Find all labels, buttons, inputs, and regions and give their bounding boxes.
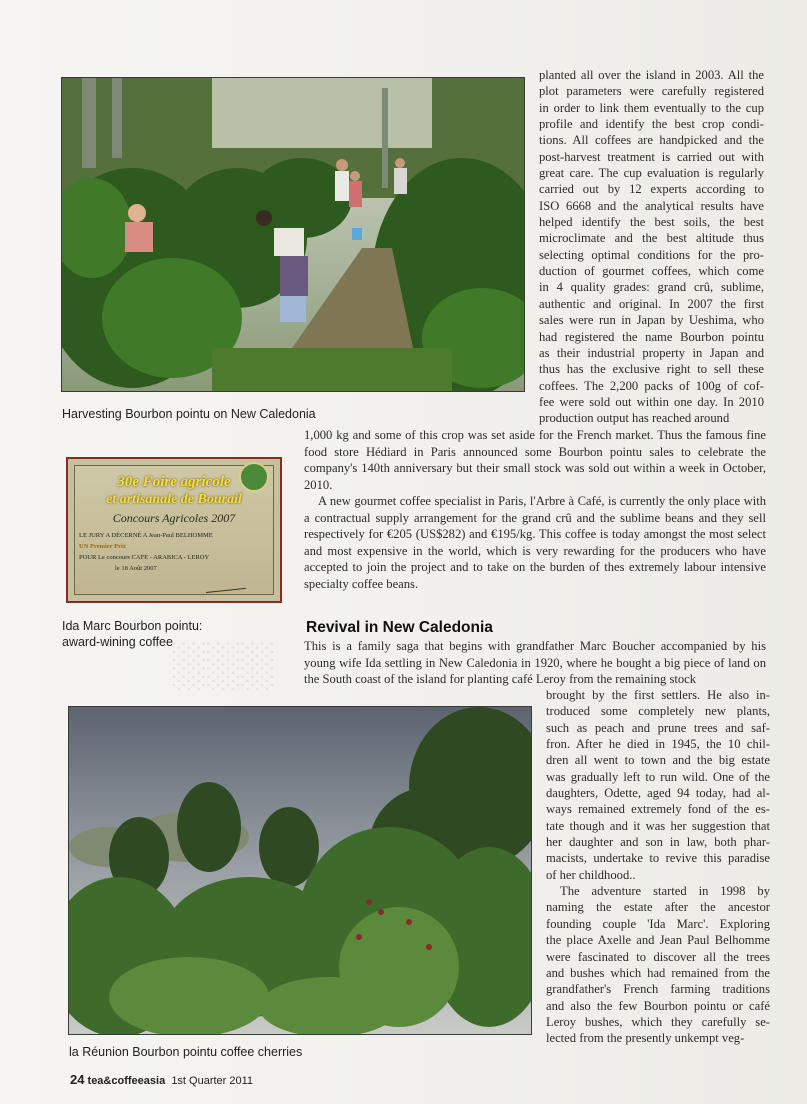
right-column-bottom-p1-line: daughters, Odette, aged 94 today, had al- [546, 786, 770, 801]
right-column-top-line: authentic and original. In 2007 the first [539, 296, 764, 311]
right-column-top-line: post-harvest treatment is carried out with [539, 149, 764, 164]
mid-column [304, 427, 766, 592]
right-column-top-line: thus has the exclusive right to sell these [539, 362, 764, 377]
right-column-bottom-p1-line: such as peach and prune trees and saf- [546, 720, 770, 735]
right-column-bottom-p2-line: The adventure started in 1998 by [560, 884, 770, 899]
right-column-bottom-p1-line: brought by the first settlers. He also in- [546, 688, 770, 702]
right-column-bottom-p2-line: naming the estate after the ancestor [546, 900, 770, 915]
right-column-top-line: sales were run in Japan by Ueshima, who [539, 313, 764, 328]
cherries-photo-caption: la Réunion Bourbon pointu coffee cherries [69, 1045, 303, 1059]
right-column-top-line: profile and identify the best crop condi- [539, 117, 764, 132]
cherries-photo [68, 706, 532, 1035]
bleed-through-text [170, 640, 273, 690]
right-column-bottom-p1-line: fron. After he died in 1945, the 10 chil- [546, 737, 770, 752]
right-column-bottom-paragraph-2 [546, 883, 770, 1046]
publication-name: tea&coffeeasia [87, 1075, 166, 1087]
right-column-top-line: as their industrial property in Japan and [539, 345, 764, 360]
right-column-bottom-paragraph-1 [546, 687, 770, 883]
cert-line-3: POUR Le concours CAFE - ARABICA - LEROY [79, 554, 210, 561]
right-column-top-line: planted all over the island in 2003. All the [539, 68, 764, 82]
revival-intro [304, 638, 766, 688]
right-column-bottom-p2-line: grandfather's French farming traditions [546, 982, 770, 997]
right-column-top-line: great care. The cup evaluation is regularly [539, 166, 764, 181]
cert-line-4: le 18 Août 2007 [115, 565, 157, 572]
right-column-bottom [546, 687, 770, 1047]
right-column-bottom-p2-line: and also the few Bourbon pointu or café [546, 998, 770, 1013]
right-column-bottom-p1-line: ways remained extremely fond of the es- [546, 802, 770, 817]
section-heading: Revival in New Caledonia [306, 619, 493, 636]
right-column-top-lines [539, 67, 764, 427]
cert-title-1: 30e Foire agricole [117, 474, 231, 490]
right-column-bottom-p2-line: lected from the presently unkempt veg- [546, 1031, 745, 1046]
certificate-caption-1: Ida Marc Bourbon pointu: [62, 619, 203, 633]
right-column-top-line: ISO 6668 and the analytical results have [539, 198, 764, 213]
cert-line-2: UN Premier Prix [79, 543, 127, 550]
right-column-top-line: plot parameters were carefully registered [539, 84, 764, 99]
right-column-bottom-p2-line: the place Axelle and Jean Paul Belhomme [546, 933, 770, 948]
harvest-photo-image [62, 78, 524, 391]
mid-paragraph-1: 1,000 kg and some of this crop was set aside for the French market. Thus the famous fine food store Hédiard in Paris announced some Bourbon pointu sales to celebrate the company's 140th anniversary but their small stock was sold out within a week in October, 2010. [304, 428, 766, 492]
right-column-bottom-p2-line: Leroy bushes, which they carefully se- [546, 1014, 770, 1029]
right-column-bottom-p1-line: her daughter and son in law, both phar- [546, 835, 770, 850]
page-footer [70, 1072, 253, 1087]
right-column-top-line: tions. All coffees are handpicked and the [539, 133, 764, 148]
right-column-top-line: selecting optimal conditions for the pro- [539, 247, 764, 262]
award-certificate [66, 457, 282, 603]
right-column-top-line: had registered the name Bourbon pointu [539, 329, 764, 344]
cherries-photo-image [69, 707, 531, 1034]
right-column-top-line: in 4 quality grades: grand crû, sublime, [539, 280, 764, 295]
cert-signature-icon [204, 572, 246, 593]
mid-paragraph-2: A new gourmet coffee specialist in Paris, l'Arbre à Café, is currently the only place with a contractual supply arrangement for the grand crû and the sublime beans and they sell respectively for €205 (US$282) and €195/kg. This coffee is today amongst the most select and most expensive in the world, which is very rewarding for the producers who have accepted to join the project and to take on the burden of thes extremely labour intensive specialty coffee beans. [304, 494, 766, 591]
right-column-top-line: duction of gourmet coffees, which come [539, 264, 764, 279]
right-column-bottom-p2-line: founding couple 'Ida Marc'. Exploring [546, 916, 770, 931]
right-column-top-line: carried out by 12 experts according to [539, 182, 764, 197]
right-column-bottom-p1-line: macists, undertake to revive this paradise [546, 851, 770, 866]
cert-title-2: et artisanale de Bourail [106, 492, 242, 507]
right-column-bottom-p1-line: of her childhood.. [546, 867, 636, 882]
right-column-top-line: in order to link them eventually to the cup [539, 100, 764, 115]
bleed-through-decoration: ░░░ [170, 640, 274, 689]
page-number: 24 [70, 1072, 85, 1087]
revival-intro-text: This is a family saga that begins with grandfather Marc Boucher accompanied by his young wife Ida settling in New Caledonia in 1920, where he bought a big piece of land on the South coast of the island for planting café Leroy from the remaining stock [304, 639, 766, 686]
right-column-bottom-p1-line: tate though and it was her suggestion that [546, 818, 770, 833]
cert-subtitle: Concours Agricoles 2007 [112, 511, 236, 525]
right-column-top-line: production output has reached around [539, 411, 730, 426]
right-column-top-line: microclimate and the best altitude thus [539, 231, 764, 246]
right-column-bottom-p2-line: and bushes which had remained from the [546, 965, 770, 980]
right-column-top [539, 67, 764, 427]
cert-medal-icon [239, 462, 269, 492]
harvest-photo-caption: Harvesting Bourbon pointu on New Caledonia [62, 407, 316, 421]
harvest-photo [61, 77, 525, 392]
issue-label: 1st Quarter 2011 [171, 1075, 254, 1087]
cert-line-1: LE JURY A DÉCERNÉ A Jean-Paul BELHOMME [79, 532, 213, 539]
right-column-bottom-p1-line: was gradually left to run wild. One of the [546, 769, 770, 784]
right-column-bottom-p2-line: were fascinated to discover all the trees [546, 949, 770, 964]
right-column-top-line: coffees. The 2,200 packs of 100g of cof- [539, 378, 764, 393]
certificate-caption-2: award-wining coffee [62, 635, 173, 649]
right-column-bottom-p1-line: troduced some completely new plants, [546, 704, 770, 719]
right-column-bottom-p1-line: dren all went to town and the big estate [546, 753, 770, 768]
award-certificate-frame [74, 465, 274, 595]
right-column-top-line: helped identify the best soils, the best [539, 215, 764, 230]
right-column-top-line: fee were sold out within one day. In 2010 [539, 394, 764, 409]
